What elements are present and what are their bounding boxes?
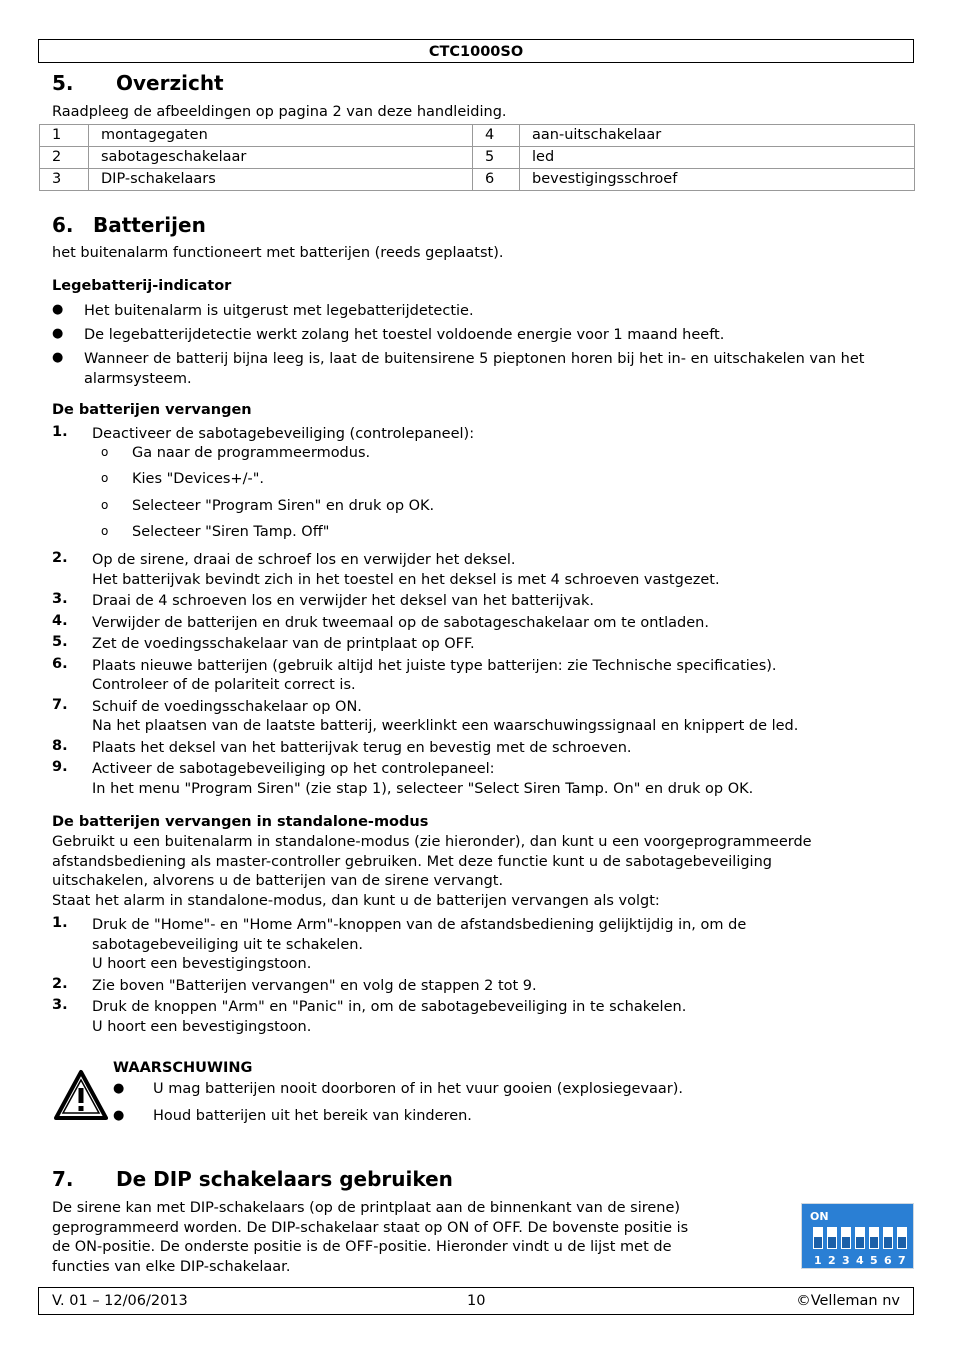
circle-bullet-icon: o — [101, 498, 109, 512]
table-cell: aan-uitschakelaar — [520, 125, 915, 147]
table-cell: 6 — [473, 169, 520, 191]
section-number: 6. — [52, 213, 74, 237]
dip-switch-number: 1 — [814, 1254, 822, 1267]
dip-switch-number: 7 — [898, 1254, 906, 1267]
dip-switch-number: 4 — [856, 1254, 864, 1267]
dip-switch-number: 3 — [842, 1254, 850, 1267]
section-7-paragraph: De sirene kan met DIP-schakelaars (op de printplaat aan de binnenkant van de sirene) geprogrammeerd worden. De DIP-schakelaar staat op ON of OFF. De bovenste positie is de ON-positie. De onderste positie is de OFF-positie. Hieronder vindt u de lijst met de functies van elke DIP-schakelaar. — [52, 1200, 689, 1275]
table-cell: montagegaten — [89, 125, 473, 147]
bullet-icon: ● — [113, 1108, 125, 1123]
table-cell: bevestigingsschroef — [520, 169, 915, 191]
section-number: 5. — [52, 71, 74, 95]
dip-switch-knob — [884, 1237, 892, 1248]
section-title: De DIP schakelaars gebruiken — [116, 1167, 453, 1191]
dip-switch-knob — [842, 1237, 850, 1248]
section-title: Batterijen — [93, 213, 206, 237]
circle-bullet-icon: o — [101, 445, 109, 459]
dip-switch-knob — [898, 1237, 906, 1248]
table-cell: 3 — [40, 169, 89, 191]
table-cell: 5 — [473, 147, 520, 169]
bullet-icon: ● — [52, 326, 64, 341]
table-cell: 2 — [40, 147, 89, 169]
warning-title: WAARSCHUWING — [113, 1060, 253, 1076]
dip-switch-image — [801, 1203, 914, 1269]
table-row — [40, 147, 915, 169]
copyright: ©Velleman nv — [796, 1293, 900, 1309]
section-6-heading — [52, 213, 452, 239]
bullet-icon: ● — [113, 1081, 125, 1096]
section-6-intro: het buitenalarm functioneert met batterijen (reeds geplaatst). — [52, 245, 504, 261]
page-footer — [38, 1287, 914, 1315]
table-cell: sabotageschakelaar — [89, 147, 473, 169]
warning-triangle-icon — [54, 1069, 108, 1121]
dip-switch-number: 2 — [828, 1254, 836, 1267]
dip-switch-knob — [856, 1237, 864, 1248]
subheading-low-battery: Legebatterij-indicator — [52, 278, 232, 294]
dip-switch-knob — [814, 1237, 822, 1248]
page-number: 10 — [467, 1293, 486, 1309]
subheading-standalone: De batterijen vervangen in standalone-modus — [52, 814, 429, 830]
section-5-heading — [52, 71, 452, 97]
table-cell: 4 — [473, 125, 520, 147]
circle-bullet-icon: o — [101, 471, 109, 485]
standalone-paragraph: Gebruikt u een buitenalarm in standalone-modus (zie hieronder), dan kunt u een voorgeprogrammeerde afstandsbediening als master-controller gebruiken. Met deze functie kunt u de sabotagebeveiliging uitschakelen, alvorens u de batterijen van de sirene vervangt. Staat het alarm in standalone-modus, dan kunt u de batterijen vervangen als volgt: — [52, 834, 812, 909]
overview-table — [39, 124, 915, 191]
dip-switch-number: 5 — [870, 1254, 878, 1267]
dip-switch-knob — [870, 1237, 878, 1248]
dip-on-label: ON — [810, 1210, 829, 1223]
section-title: Overzicht — [116, 71, 224, 95]
bullet-icon: ● — [52, 350, 64, 365]
page-header — [38, 39, 914, 63]
table-cell: led — [520, 147, 915, 169]
dip-switch-number: 6 — [884, 1254, 892, 1267]
version-date: V. 01 – 12/06/2013 — [52, 1293, 188, 1309]
model-name: CTC1000SO — [428, 44, 524, 60]
subheading-replace-batteries: De batterijen vervangen — [52, 402, 252, 418]
table-cell: DIP-schakelaars — [89, 169, 473, 191]
circle-bullet-icon: o — [101, 524, 109, 538]
section-7-heading — [52, 1167, 552, 1193]
section-number: 7. — [52, 1167, 74, 1191]
bullet-icon: ● — [52, 302, 64, 317]
table-cell: 1 — [40, 125, 89, 147]
table-row — [40, 125, 915, 147]
table-row — [40, 169, 915, 191]
dip-switch-knob — [828, 1237, 836, 1248]
section-5-intro: Raadpleeg de afbeeldingen op pagina 2 van deze handleiding. — [52, 104, 507, 120]
